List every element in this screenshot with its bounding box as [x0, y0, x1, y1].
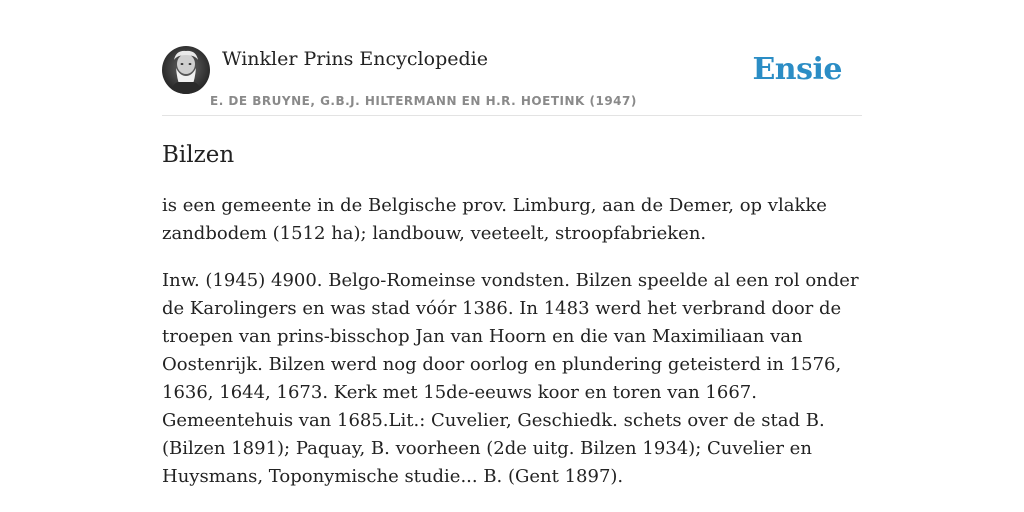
brand-logo[interactable]: Ensie — [752, 52, 842, 87]
publication-authors: E. DE BRUYNE, G.B.J. HILTERMANN EN H.R. HOETINK (1947) — [210, 94, 637, 108]
article-paragraph: is een gemeente in de Belgische prov. Limburg, aan de Demer, op vlakke zandbodem (1512 ha); landbouw, veeteelt, stroopfabrieken. — [162, 195, 827, 244]
article-title: Bilzen — [162, 142, 235, 168]
header-divider — [162, 115, 862, 116]
publication-title[interactable]: Winkler Prins Encyclopedie — [222, 48, 488, 70]
article-paragraph: Inw. (1945) 4900. Belgo-Romeinse vondsten. Bilzen speelde al een rol onder de Karolingers en was stad vóór 1386. In 1483 werd het verbrand door de troepen van prins-bisschop Jan van Hoorn en die van Maximiliaan van Oostenrijk. Bilzen werd nog door oorlog en plundering geteisterd in 1576, 1636, 1644, 1673. Kerk met 15de-eeuws koor en toren van 1667. Gemeentehuis van 1685.Lit.: Cuvelier, Geschiedk. schets over de stad B. (Bilzen 1891); Paquay, B. voorheen (2de uitg. Bilzen 1934); Cuvelier en Huysmans, Toponymische studie... B. (Gent 1897). — [162, 270, 859, 487]
article-body — [162, 192, 862, 510]
page-header — [162, 46, 862, 116]
author-portrait-icon[interactable] — [162, 46, 210, 94]
